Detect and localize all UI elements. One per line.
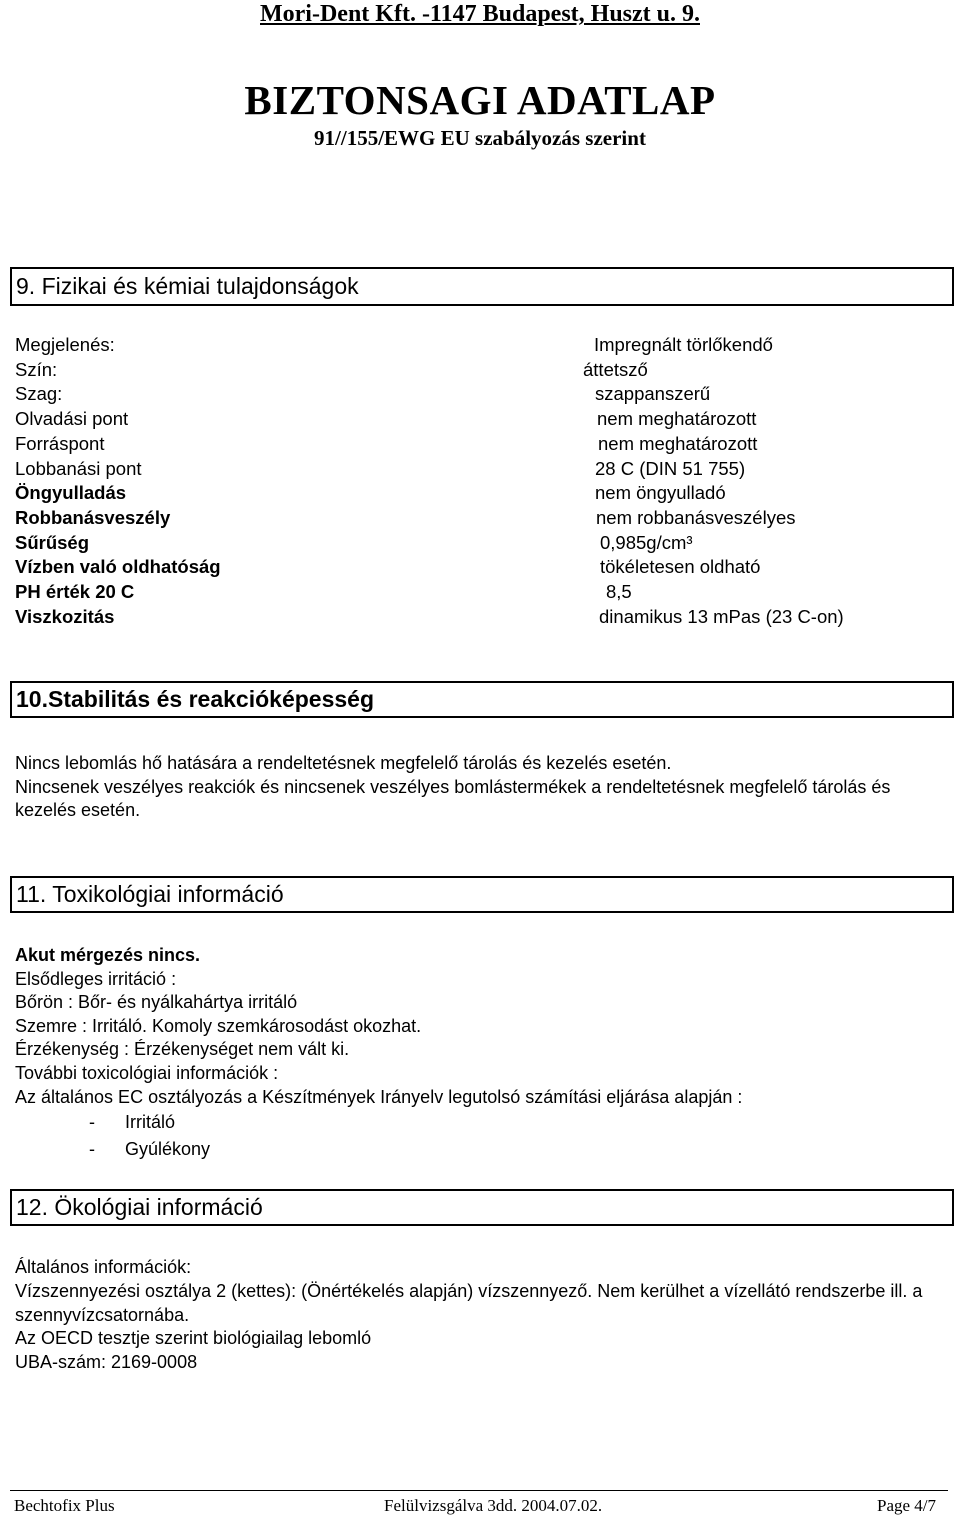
list-dash: - [89,1112,95,1132]
property-label: Szín: [15,358,58,380]
general-information: Általános információk: [15,1257,192,1277]
further-toxicology: További toxicológiai információk : [15,1063,279,1083]
property-row-viscosity [15,605,945,630]
property-row-melting-point [15,407,945,432]
property-value: 8,5 [606,581,632,602]
stability-paragraph-2: Nincsenek veszélyes reakciók és nincsenek veszélyes bomlástermékek a rendeltetésnek megfelelő tárolás és kezelés esetén. [15,776,891,820]
uba-number: UBA-szám: 2169-0008 [15,1351,198,1372]
property-value: nem öngyulladó [595,482,726,504]
property-value: nem robbanásveszélyes [596,506,796,528]
water-hazard-class: Vízszennyezési osztálya 2 (kettes): (Önértékelés alapján) vízszennyező. Nem kerülhet a vízellátó rendszerbe ill. a szennyvízcsatornába. [15,1281,923,1325]
ec-classification: Az általános EC osztályozás a Készítmények Irányelv legutolsó számítási eljárása alapján : [15,1086,743,1107]
section-11-heading: 11. Toxikológiai információ [10,876,954,913]
property-value: áttetsző [583,358,648,380]
property-value: szappanszerű [595,383,711,405]
property-row-explosion-hazard [15,506,945,531]
regulation-subtitle: 91//155/EWG EU szabályozás szerint [314,126,646,150]
sensitization: Érzékenység : Érzékenységet nem vált ki. [15,1039,350,1060]
primary-irritation: Elsődleges irritáció : [15,968,177,989]
property-row-density [15,531,945,556]
property-row-flash-point [15,457,945,482]
property-row-water-solubility [15,555,945,580]
section-12-heading: 12. Ökológiai információ [10,1189,954,1226]
list-item-text: Irritáló [125,1112,176,1132]
property-row-self-ignition [15,481,945,506]
property-label: PH érték 20 C [15,581,135,602]
section-9-heading: 9. Fizikai és kémiai tulajdonságok [10,267,954,306]
property-label: Megjelenés: [15,334,115,355]
footer-page-number: Page 4/7 [877,1496,937,1515]
acute-toxicity: Akut mérgezés nincs. [15,945,201,965]
property-label: Sűrűség [15,531,90,553]
property-value: Impregnált törlőkendő [594,334,773,355]
property-label: Robbanásveszély [15,506,171,528]
property-value: 0,985g/cm³ [600,531,693,553]
property-value: 28 C (DIN 51 755) [595,457,746,479]
property-label: Lobbanási pont [15,457,142,479]
list-dash: - [89,1139,95,1159]
property-row-ph-value [15,580,945,605]
property-value: tökéletesen oldható [600,556,761,578]
stability-paragraph-1: Nincs lebomlás hő hatására a rendeltetésnek megfelelő tárolás és kezelés esetén. [15,753,672,773]
property-label: Szag: [15,383,63,405]
property-label: Olvadási pont [15,408,129,430]
property-row-appearance [15,333,945,358]
property-label: Vízben való oldhatóság [15,556,221,578]
property-label: Viszkozitás [15,605,115,627]
document-title: BIZTONSAGI ADATLAP [244,77,716,123]
oecd-biodegradability: Az OECD tesztje szerint biológiailag lebomló [15,1328,372,1349]
list-item-text: Gyúlékony [125,1139,211,1159]
footer-product-name: Bechtofix Plus [14,1496,115,1515]
footer-revision-date: Felülvizsgálva 3dd. 2004.07.02. [384,1496,603,1515]
property-row-odor [15,382,945,407]
property-label: Öngyulladás [15,482,127,504]
footer-divider [10,1490,948,1491]
property-label: Forráspont [15,432,105,454]
property-value: nem meghatározott [597,408,757,430]
property-value: dinamikus 13 mPas (23 C-on) [599,605,844,627]
eye-effect: Szemre : Irritáló. Komoly szemkárosodást okozhat. [15,1015,422,1036]
property-row-color [15,358,945,383]
company-header: Mori-Dent Kft. -1147 Budapest, Huszt u. 9. [260,1,700,27]
section-10-heading: 10.Stabilitás és reakcióképesség [10,681,954,718]
skin-effect: Bőrön : Bőr- és nyálkahártya irritáló [15,992,298,1013]
property-value: nem meghatározott [598,432,758,454]
property-row-boiling-point [15,432,945,457]
